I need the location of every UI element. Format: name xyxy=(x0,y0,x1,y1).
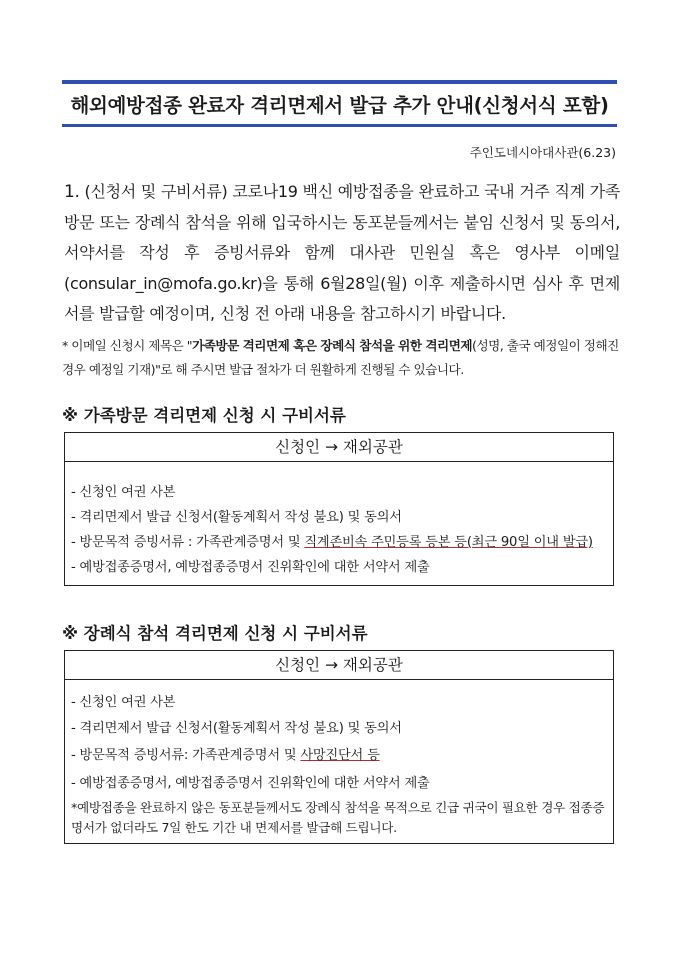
funeral-section-heading: ※ 장례식 참석 격리면제 신청 시 구비서류 xyxy=(62,624,368,643)
intro-text: (신청서 및 구비서류) 코로나19 백신 예방접종을 완료하고 국내 거주 직계 가족 방문 또는 장례식 참석을 위해 입국하시는 동포분들께서는 붙임 신청서 및 동의서, 서약서를 작성 후 증빙서류와 함께 대사관 민원실 혹은 영사부 이메일(consular_in@mofa.go.kr)을 통해 6월28일(월) 이후 제출하시면 심사 후 면제서를 발급할 예정이며, 신청 전 아래 내용을 참고하시기 바랍니다. xyxy=(64,182,620,323)
family-item-passport: - 신청인 여권 사본 xyxy=(71,485,176,500)
funeral-item-vaccine: - 예방접종증명서, 예방접종증명서 진위확인에 대한 서약서 제출 xyxy=(71,776,430,791)
title-top-rule xyxy=(62,80,617,84)
funeral-item-passport: - 신청인 여권 사본 xyxy=(71,695,176,710)
family-proof-underlined: 직계존비속 주민등록 등본 등(최근 90일 이내 발급) xyxy=(304,535,593,550)
note-bold: 가족방문 격리면제 혹은 장례식 참석을 위한 격리면제 xyxy=(192,338,473,353)
note-text-2: (성명, 출국 예정일이 정해진 경우 예정일 기재)"로 해 주시면 발급 절차가 더 원활하게 진행될 수 있습니다. xyxy=(62,338,619,377)
funeral-item-proof xyxy=(71,744,380,763)
family-requirements-box xyxy=(64,432,614,586)
family-item-proof xyxy=(71,531,593,550)
family-item-vaccine: - 예방접종증명서, 예방접종증명서 진위확인에 대한 서약서 제출 xyxy=(71,560,430,575)
funeral-item-application: - 격리면제서 발급 신청서(활동계획서 작성 불요) 및 동의서 xyxy=(71,721,402,736)
funeral-proof-text: - 방문목적 증빙서류: 가족관계증명서 및 xyxy=(71,748,301,763)
family-section-heading: ※ 가족방문 격리면제 신청 시 구비서류 xyxy=(62,406,346,425)
intro-paragraph xyxy=(64,177,620,330)
page-title: 해외예방접종 완료자 격리면제서 발급 추가 안내(신청서식 포함) xyxy=(70,94,609,117)
issuer-date: 주인도네시아대사관(6.23) xyxy=(469,145,616,160)
title-bottom-rule xyxy=(62,124,617,127)
funeral-requirements-box xyxy=(64,650,614,844)
intro-number: 1. xyxy=(64,182,80,202)
family-proof-text: - 방문목적 증빙서류 : 가족관계증명서 및 xyxy=(71,535,305,550)
family-item-application: - 격리면제서 발급 신청서(활동계획서 작성 불요) 및 동의서 xyxy=(71,510,402,525)
funeral-proof-underlined: 사망진단서 등 xyxy=(300,748,380,763)
note-text-1: * 이메일 신청시 제목은 " xyxy=(62,338,193,353)
funeral-box-header: 신청인 → 재외공관 xyxy=(65,651,613,680)
email-note xyxy=(62,334,622,382)
family-box-header: 신청인 → 재외공관 xyxy=(65,433,613,462)
funeral-footnote: *예방접종을 완료하지 않은 동포분들께서도 장례식 참석을 목적으로 긴급 귀국이 필요한 경우 접종증명서가 없더라도 7일 한도 기간 내 면제서를 발급해 드립니다. xyxy=(71,800,605,835)
